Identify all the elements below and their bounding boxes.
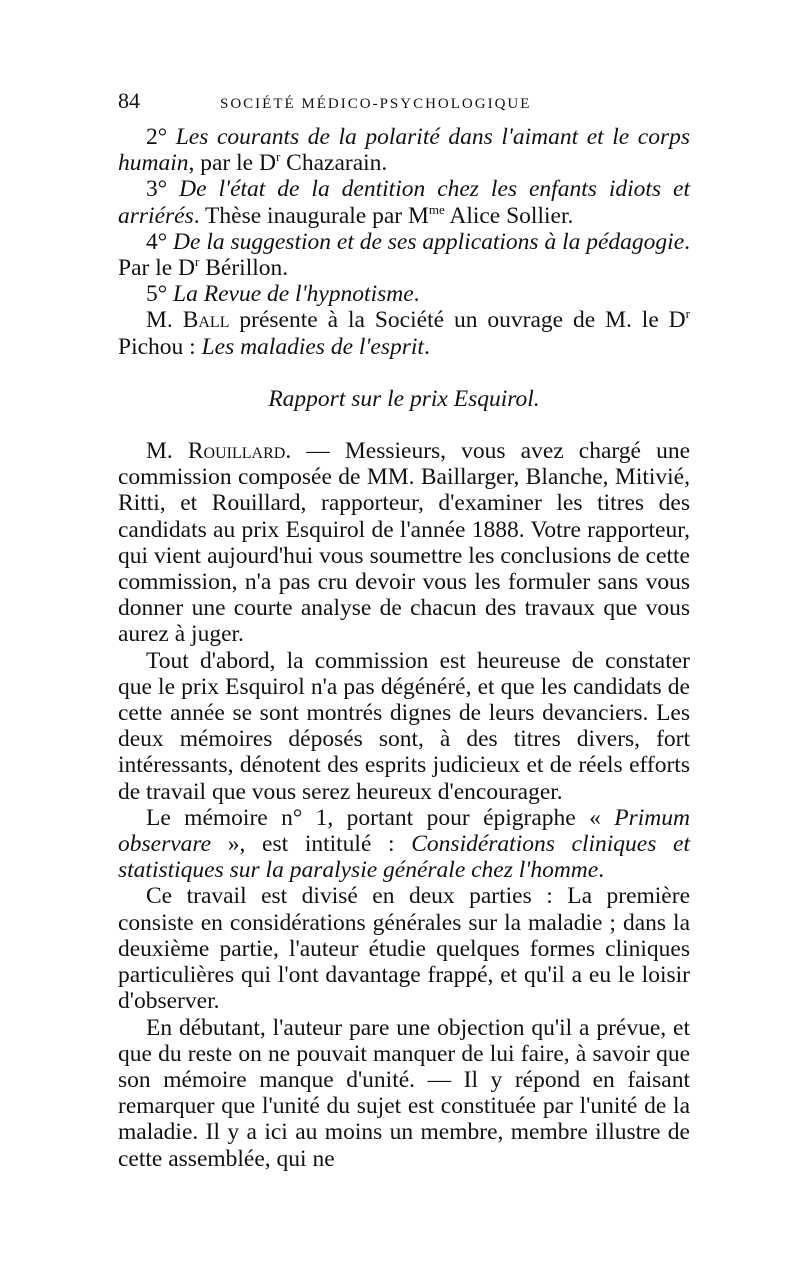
epigraph: Primum observare bbox=[118, 804, 690, 858]
paragraph: M. Rouillard. — Messieurs, vous avez chargé une commission composée de MM. Baillarger, Blanche, Mitivié, Ritti, et Rouillard, rapporteur, d'examiner les titres des candidats au prix Esquirol de l'année 1888. Votre rapporteur, qui vient aujourd'hui vous soumettre les conclusions de cette commission, n'a pas cru devoir vous les formuler sans vous donner une courte analyse de chacun des travaux que vous aurez à juger. bbox=[118, 438, 690, 648]
work-title: Les courants de la polarité dans l'aimant et le corps humain bbox=[118, 124, 691, 177]
paragraph: En débutant, l'auteur pare une objection qu'il a prévue, et que du reste on ne pouvait manquer de lui faire, à savoir que son mémoire manque d'unité. — Il y répond en faisant remarquer que l'unité du sujet est constituée par l'unité de la maladie. Il y a ici au moins un membre, membre illustre de cette assemblée, qui ne bbox=[118, 1014, 690, 1172]
list-item: 3° De l'état de la dentition chez les enfants idiots et arriérés. Thèse inaugurale par $M^{me}$ Alice Sollier. bbox=[118, 176, 691, 229]
paragraph: M. Ball présente à la Société un ouvrage de M. le $D^r$ Pichou : Les maladies de l'esprit. bbox=[118, 306, 690, 360]
speaker-name: Ball bbox=[182, 307, 230, 334]
work-title: La Revue de l'hypnotisme bbox=[173, 281, 414, 308]
list-item: 4° De la suggestion et de ses applications à la pédagogie. Par le $D^r$ Bérillon. bbox=[118, 228, 691, 282]
paragraph: Le mémoire n° 1, portant pour épigraphe « Primum observare », est intitulé : Considérations cliniques et statistiques sur la paralysie générale chez l'homme. bbox=[118, 804, 690, 884]
work-title: Les maladies de l'esprit bbox=[201, 333, 424, 360]
page-header bbox=[118, 88, 690, 114]
paragraph: Tout d'abord, la commission est heureuse de constater que le prix Esquirol n'a pas dégénéré, et que les candidats de cette année se sont montrés dignes de leurs devanciers. Les deux mémoires déposés sont, à des titres divers, fort intéressants, dénotent des esprits judicieux et de réels efforts de travail que vous serez heureux d'encourager. bbox=[118, 647, 690, 805]
body-text bbox=[118, 124, 690, 1172]
work-title: De la suggestion et de ses applications à la pédagogie bbox=[173, 228, 685, 255]
paragraph: Ce travail est divisé en deux parties : La première consiste en considérations générales sur la maladie ; dans la deuxième partie, l'auteur étudie quelques formes cliniques particulières qui l'ont davantage frappé, et qu'il a eu le loisir d'observer. bbox=[118, 883, 690, 1015]
speaker-name: Rouillard bbox=[187, 438, 286, 465]
page-number: 84 bbox=[118, 88, 140, 113]
work-title: De l'état de la dentition chez les enfants idiots et arriérés bbox=[118, 176, 691, 229]
work-title: Considérations cliniques et statistiques sur la paralysie générale chez l'homme bbox=[118, 831, 690, 884]
list-item: 5° La Revue de l'hypnotisme. bbox=[146, 281, 420, 308]
section-heading: Rapport sur le prix Esquirol. bbox=[268, 385, 540, 412]
list-item: 2° Les courants de la polarité dans l'aimant et le corps humain, par le $D^r$ Chazarain. bbox=[118, 124, 691, 177]
running-title: SOCIÉTÉ MÉDICO-PSYCHOLOGIQUE bbox=[220, 96, 532, 112]
